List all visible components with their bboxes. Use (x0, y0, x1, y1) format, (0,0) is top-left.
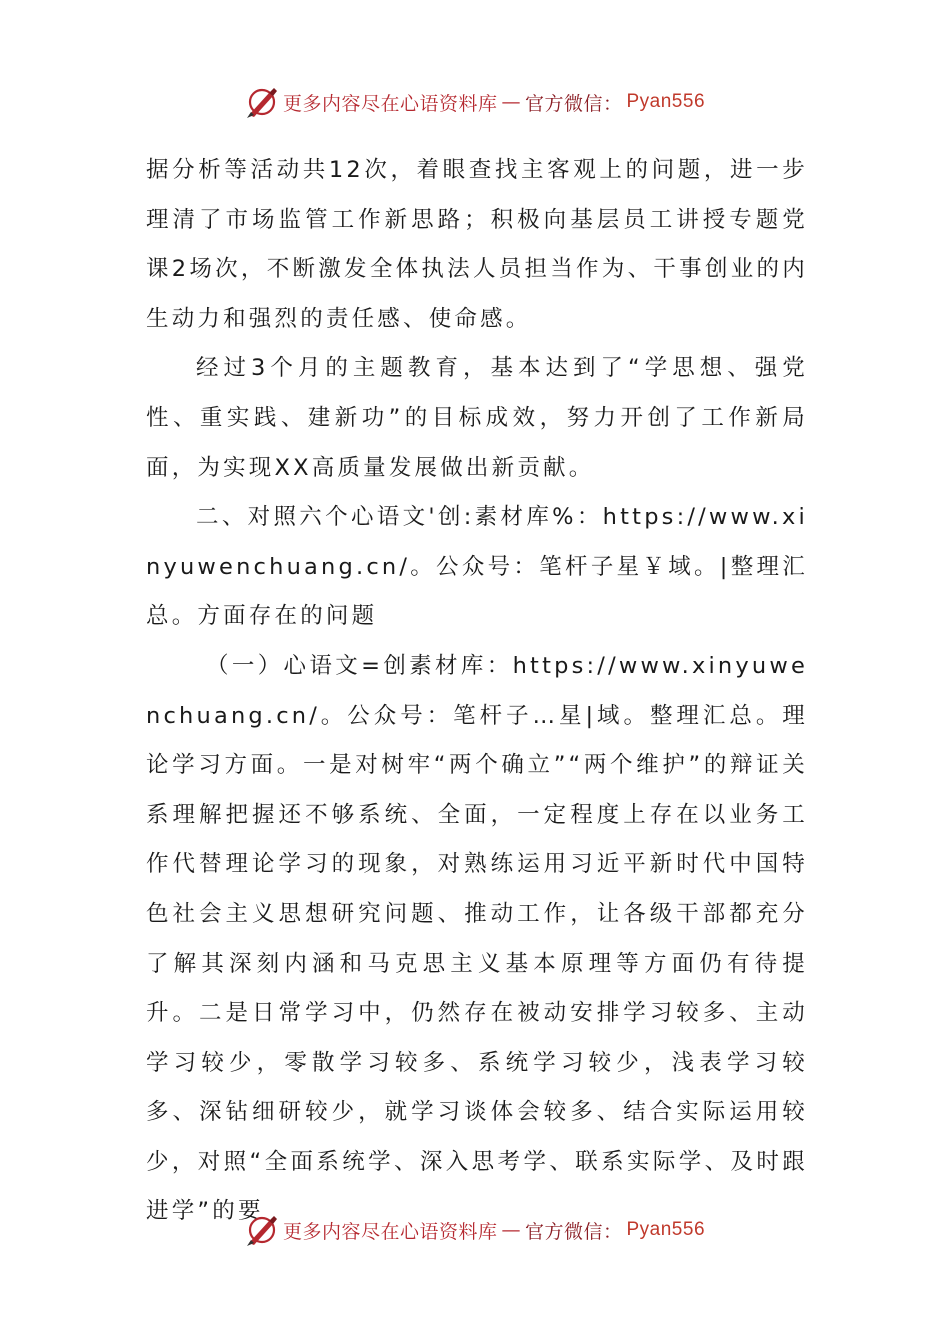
header-wechat-id: Pyan556 (626, 91, 706, 112)
footer-slogan: 更多内容尽在心语资料库 (282, 1220, 498, 1243)
section-heading-problems: 二、对照六个心语文'创:素材库%：https://www.xinyuwenchuang.cn/。公众号：笔杆子星￥域。|整理汇总。方面存在的问题 (146, 504, 808, 630)
page-footer (0, 1208, 950, 1252)
paragraph-summary: 经过3个月的主题教育，基本达到了“学思想、强党性、重实践、建新功”的目标成效，努力开创了工作新局面，为实现XX高质量发展做出新贡献。 (146, 355, 808, 481)
header-dash: — (501, 91, 521, 113)
footer-brand (245, 1213, 705, 1247)
footer-dash: — (501, 1219, 521, 1241)
page-header (0, 80, 950, 124)
footer-wechat-id: Pyan556 (626, 1219, 706, 1240)
header-wechat-label: 官方微信： (524, 92, 623, 115)
header-brand (245, 85, 705, 119)
document-body (146, 146, 808, 1237)
paragraph-continuation: 据分析等活动共12次，着眼查找主客观上的问题，进一步理清了市场监管工作新思路；积极向基层员工讲授专题党课2场次，不断激发全体执法人员担当作为、干事创业的内生动力和强烈的责任感、使命感。 (146, 157, 808, 332)
header-slogan: 更多内容尽在心语资料库 (282, 92, 498, 115)
pen-logo-icon (245, 1213, 279, 1247)
paragraph-theory-study: （一）心语文=创素材库：https://www.xinyuwenchuang.cn/。公众号：笔杆子…星|域。整理汇总。理论学习方面。一是对树牢“两个确立”“两个维护”的辩证关系理解把握还不够系统、全面，一定程度上存在以业务工作代替理论学习的现象，对熟练运用习近平新时代中国特色社会主义思想研究问题、推动工作，让各级干部都充分了解其深刻内涵和马克思主义基本原理等方面仍有待提升。二是日常学习中，仍然存在被动安排学习较多、主动学习较少，零散学习较多、系统学习较少，浅表学习较多、深钻细研较少，就学习谈体会较多、结合实际运用较少，对照“全面系统学、深入思考学、联系实际学、及时跟进学”的要 (146, 652, 808, 1225)
pen-logo-icon (245, 85, 279, 119)
footer-wechat-label: 官方微信： (524, 1220, 623, 1243)
